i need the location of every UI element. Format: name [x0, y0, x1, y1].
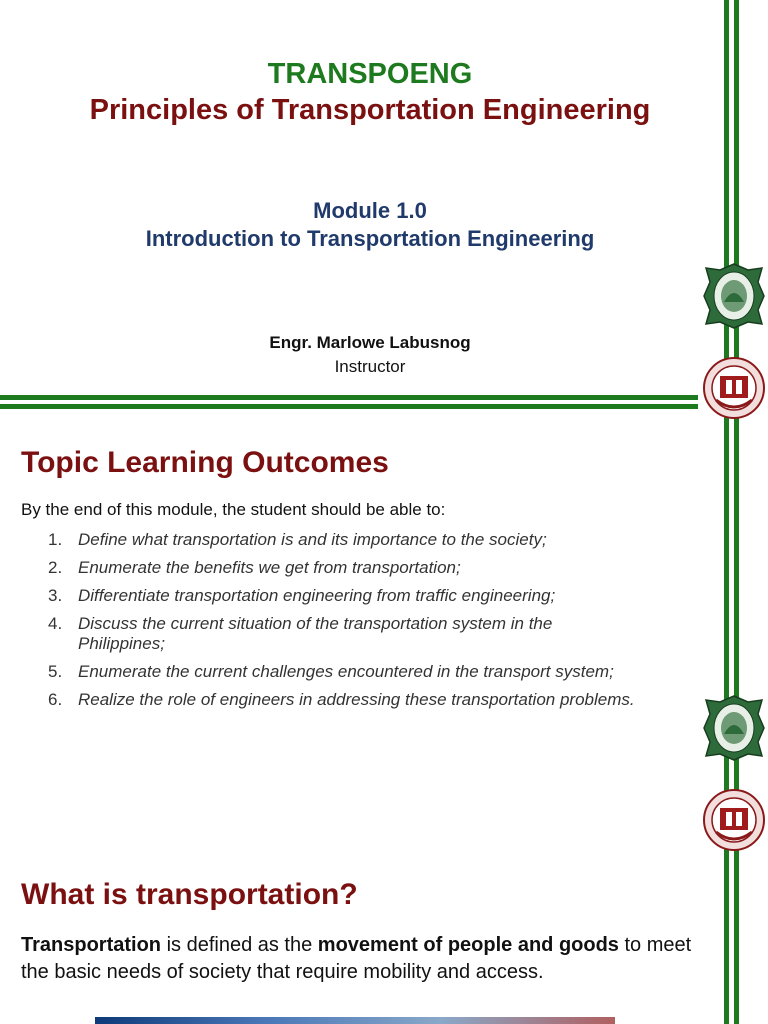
- list-item-number: 5.: [48, 662, 63, 681]
- college-seal-logo-2: [700, 780, 768, 866]
- divider-line-bottom: [0, 404, 698, 409]
- transportation-photo: [95, 1017, 615, 1024]
- list-item: [0, 558, 700, 578]
- learning-outcomes-heading: Topic Learning Outcomes: [21, 446, 389, 479]
- list-item-text: Differentiate transportation engineering from traffic engineering;: [78, 586, 556, 605]
- instructor-role: Instructor: [334, 357, 406, 376]
- list-item-number: 1.: [48, 530, 63, 549]
- list-item: [0, 586, 700, 606]
- course-title: Principles of Transportation Engineering: [89, 94, 651, 126]
- course-code: TRANSPOENG: [267, 58, 473, 90]
- instructor-name: Engr. Marlowe Labusnog: [269, 333, 471, 352]
- list-item: [0, 662, 700, 682]
- list-item-number: 4.: [48, 614, 63, 633]
- transportation-definition: [21, 932, 701, 986]
- list-item: [0, 690, 700, 710]
- list-item-number: 6.: [48, 690, 63, 709]
- divider-line-top: [0, 395, 698, 400]
- list-item-text: Realize the role of engineers in addressing these transportation problems.: [78, 690, 635, 709]
- right-border-rail-outer: [724, 0, 729, 1024]
- definition-text-part-1: is defined as the: [161, 934, 318, 956]
- list-item-text: Enumerate the benefits we get from transportation;: [78, 558, 461, 577]
- right-border-rail-inner: [734, 0, 739, 1024]
- module-title: Introduction to Transportation Engineering: [145, 226, 595, 251]
- what-is-transportation-heading: What is transportation?: [21, 878, 358, 911]
- list-item-text: Discuss the current situation of the transportation system in the Philippines;: [78, 614, 553, 653]
- definition-term: Transportation: [21, 934, 162, 956]
- module-number: Module 1.0: [313, 198, 427, 223]
- definition-emphasis: movement of people and goods: [317, 934, 619, 956]
- list-item: [0, 614, 700, 654]
- list-item-number: 3.: [48, 586, 63, 605]
- list-item-text: Enumerate the current challenges encountered in the transport system;: [78, 662, 614, 681]
- college-seal-logo: [700, 348, 768, 434]
- list-item-number: 2.: [48, 558, 63, 577]
- learning-outcomes-list: [0, 530, 700, 710]
- learning-outcomes-intro: By the end of this module, the student should be able to:: [21, 500, 446, 519]
- university-seal-logo-2: [700, 694, 768, 780]
- university-seal-logo: [700, 262, 768, 348]
- list-item: [0, 530, 700, 550]
- list-item-text: Define what transportation is and its importance to the society;: [78, 530, 547, 549]
- definition-text-part-2: to meet the basic needs of society that require mobility and access.: [21, 934, 692, 983]
